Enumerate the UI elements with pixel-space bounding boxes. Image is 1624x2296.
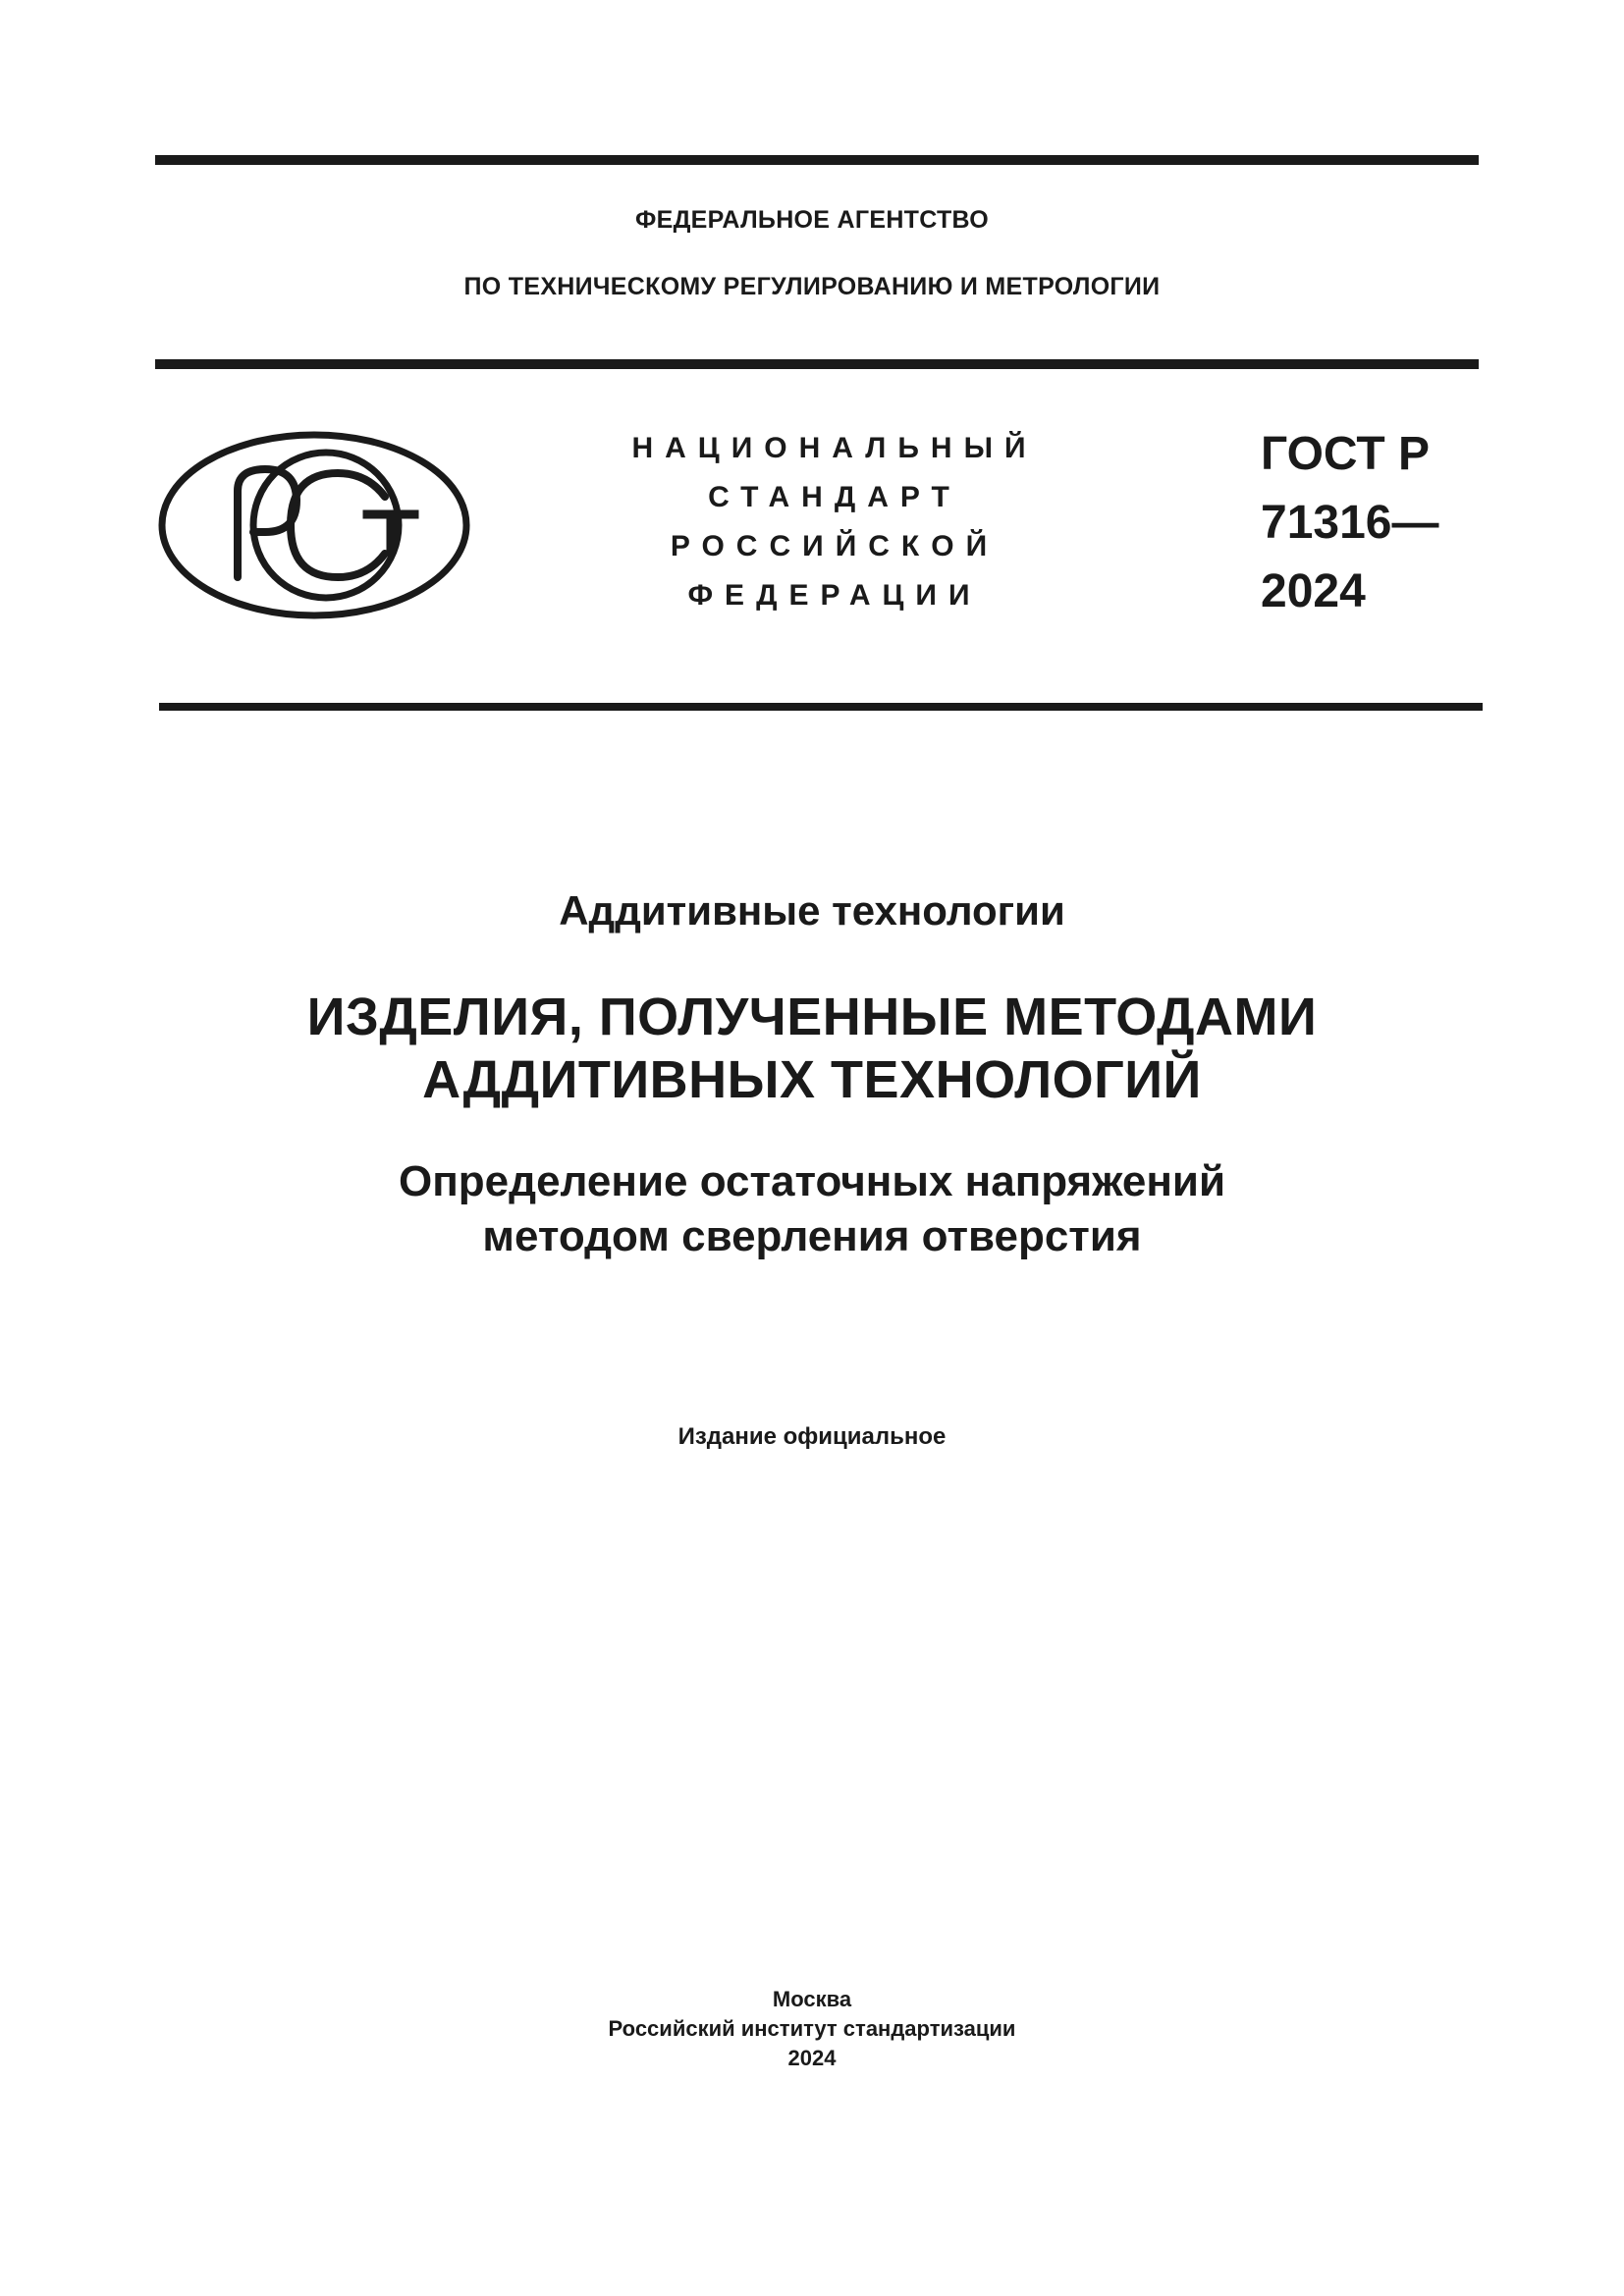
top-rule [155, 155, 1479, 165]
agency-line-1: ФЕДЕРАЛЬНОЕ АГЕНТСТВО [634, 206, 990, 234]
national-standard-line-4: ФЕДЕРАЦИИ [687, 579, 982, 612]
main-title-line-1: ИЗДЕЛИЯ, ПОЛУЧЕННЫЕ МЕТОДАМИ [306, 988, 1318, 1046]
rst-logo-icon [157, 430, 471, 620]
subject-heading: Аддитивные технологии [559, 887, 1065, 934]
bottom-rule [159, 703, 1483, 711]
imprint-year: 2024 [787, 2046, 837, 2070]
gost-designation [1261, 420, 1438, 626]
subtitle-line-2: методом сверления отверстия [482, 1212, 1142, 1260]
imprint-city: Москва [772, 1987, 852, 2011]
national-standard-label [628, 424, 1041, 620]
imprint [0, 1985, 1624, 2073]
national-standard-line-3: РОССИЙСКОЙ [670, 530, 1000, 562]
main-title-line-2: АДДИТИВНЫХ ТЕХНОЛОГИЙ [422, 1050, 1202, 1109]
gost-line-1: ГОСТ Р [1261, 428, 1431, 480]
imprint-publisher: Российский институт стандартизации [608, 2016, 1016, 2041]
middle-rule [155, 359, 1479, 369]
national-standard-line-1: НАЦИОНАЛЬНЫЙ [631, 432, 1038, 464]
national-standard-line-2: СТАНДАРТ [708, 481, 961, 513]
gost-line-2: 71316— [1261, 497, 1439, 549]
gost-line-3: 2024 [1261, 565, 1366, 617]
agency-line-2: ПО ТЕХНИЧЕСКОМУ РЕГУЛИРОВАНИЮ И МЕТРОЛОГИИ [463, 273, 1161, 300]
subtitle-line-1: Определение остаточных напряжений [399, 1157, 1225, 1205]
subtitle [0, 1154, 1624, 1264]
edition-label: Издание официальное [677, 1423, 947, 1450]
main-title [0, 986, 1624, 1111]
